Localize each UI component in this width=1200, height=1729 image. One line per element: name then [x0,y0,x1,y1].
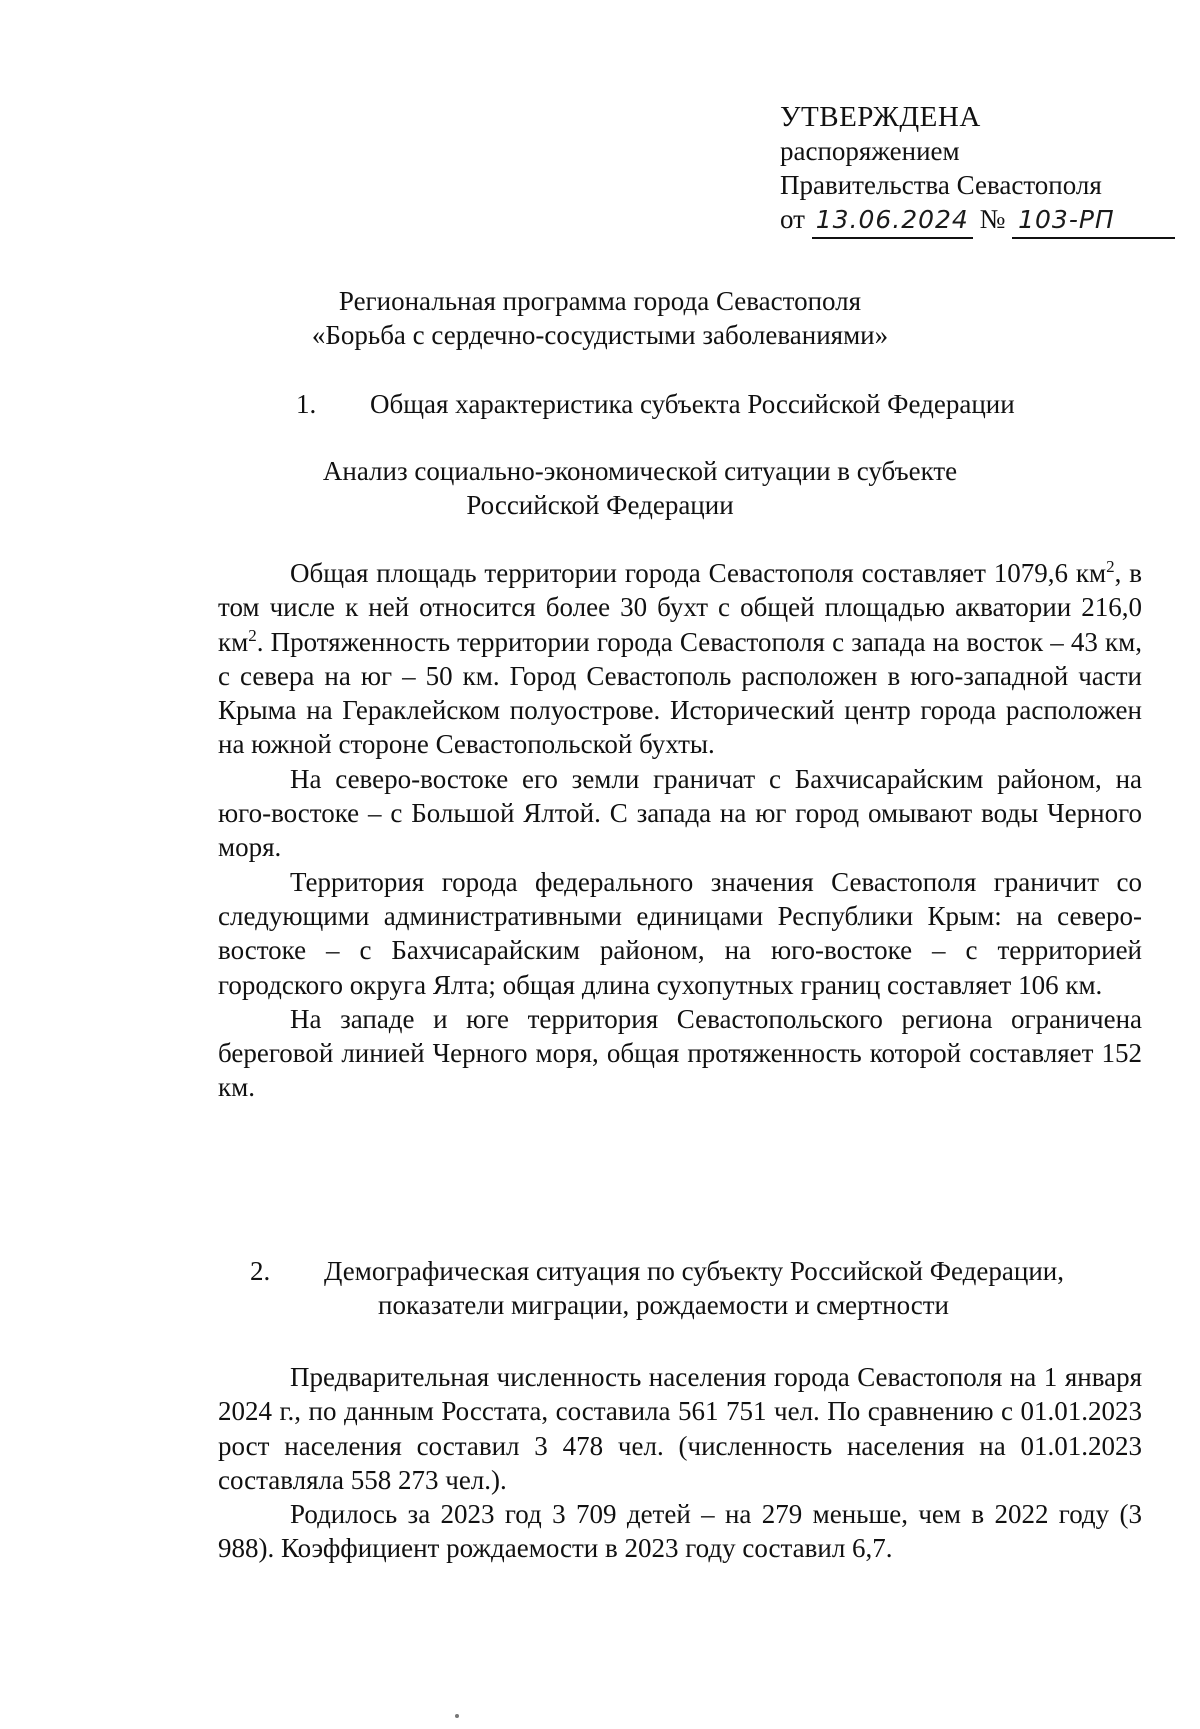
scan-speck [455,1714,459,1718]
title-line-2: «Борьба с сердечно-сосудистыми заболеваниями» [311,320,889,350]
paragraph: Общая площадь территории города Севастополя составляет 1079,6 $км^2$, в том числе к ней относится более 30 бухт с общей площадью акватории 216,0 $км^2$. Протяженность территории города Севастополя с запада на восток – 43 км, с севера на юг – 50 км. Город Севастополь расположен в юго-западной части Крыма на Гераклейском полуострове. Исторический центр города расположен на южной стороне Севастопольской бухты. [218,557,1143,760]
section-1-number: 1. [296,389,317,419]
document-title [0,284,1200,352]
approval-line-1: распоряжением [780,136,960,166]
section-1-subheading [0,454,1200,522]
title-line-1: Региональная программа города Севастополя [338,286,862,316]
approval-date-line [780,202,1175,239]
subheading-line-1: Анализ социально-экономической ситуации в субъекте [322,456,958,486]
approval-block [780,100,1175,239]
paragraph: Предварительная численность населения города Севастополя на 1 января 2024 г., по данным Росстата, составила 561 751 чел. По сравнению с 01.01.2023 рост населения составил 3 478 чел. (численность населения на 01.01.2023 составляла 558 273 чел.). [218,1362,1142,1495]
number-sign: № [979,204,1006,234]
section-2-title-line-1: Демографическая ситуация по субъекту Российской Федерации, [324,1256,1064,1286]
date-prefix: от [780,204,805,234]
paragraph: Территория города федерального значения Севастополя граничит со следующими административными единицами Республики Крым: на северо-востоке – с Бахчисарайским районом, на юго-востоке – с территорией городского округа Ялта; общая длина сухопутных границ составляет 106 км. [218,866,1142,1000]
approval-date: 13.06.2024 [812,203,973,239]
section-1-body [218,556,1142,1105]
approval-stamp: УТВЕРЖДЕНА [780,101,981,133]
approval-line-2: Правительства Севастополя [780,170,1102,200]
subheading-line-2: Российской Федерации [466,490,734,520]
section-1-title: Общая характеристика субъекта Российской Федерации [370,389,1015,419]
paragraph: На северо-востоке его земли граничат с Бахчисарайским районом, на юго-востоке – с Большой Ялтой. С запада на юг город омывают воды Черного моря. [218,763,1142,863]
section-2-body [218,1360,1142,1566]
approval-number: 103-РП [1012,203,1175,239]
section-2-title-line-2: показатели миграции, рождаемости и смертности [378,1290,949,1320]
paragraph: Родилось за 2023 год 3 709 детей – на 279 меньше, чем в 2022 году (3 988). Коэффициент рождаемости в 2023 году составил 6,7. [218,1499,1142,1564]
section-2-number: 2. [250,1256,271,1286]
paragraph: На западе и юге территория Севастопольского региона ограничена береговой линией Черного моря, общая протяженность которой составляет 152 км. [218,1003,1142,1103]
